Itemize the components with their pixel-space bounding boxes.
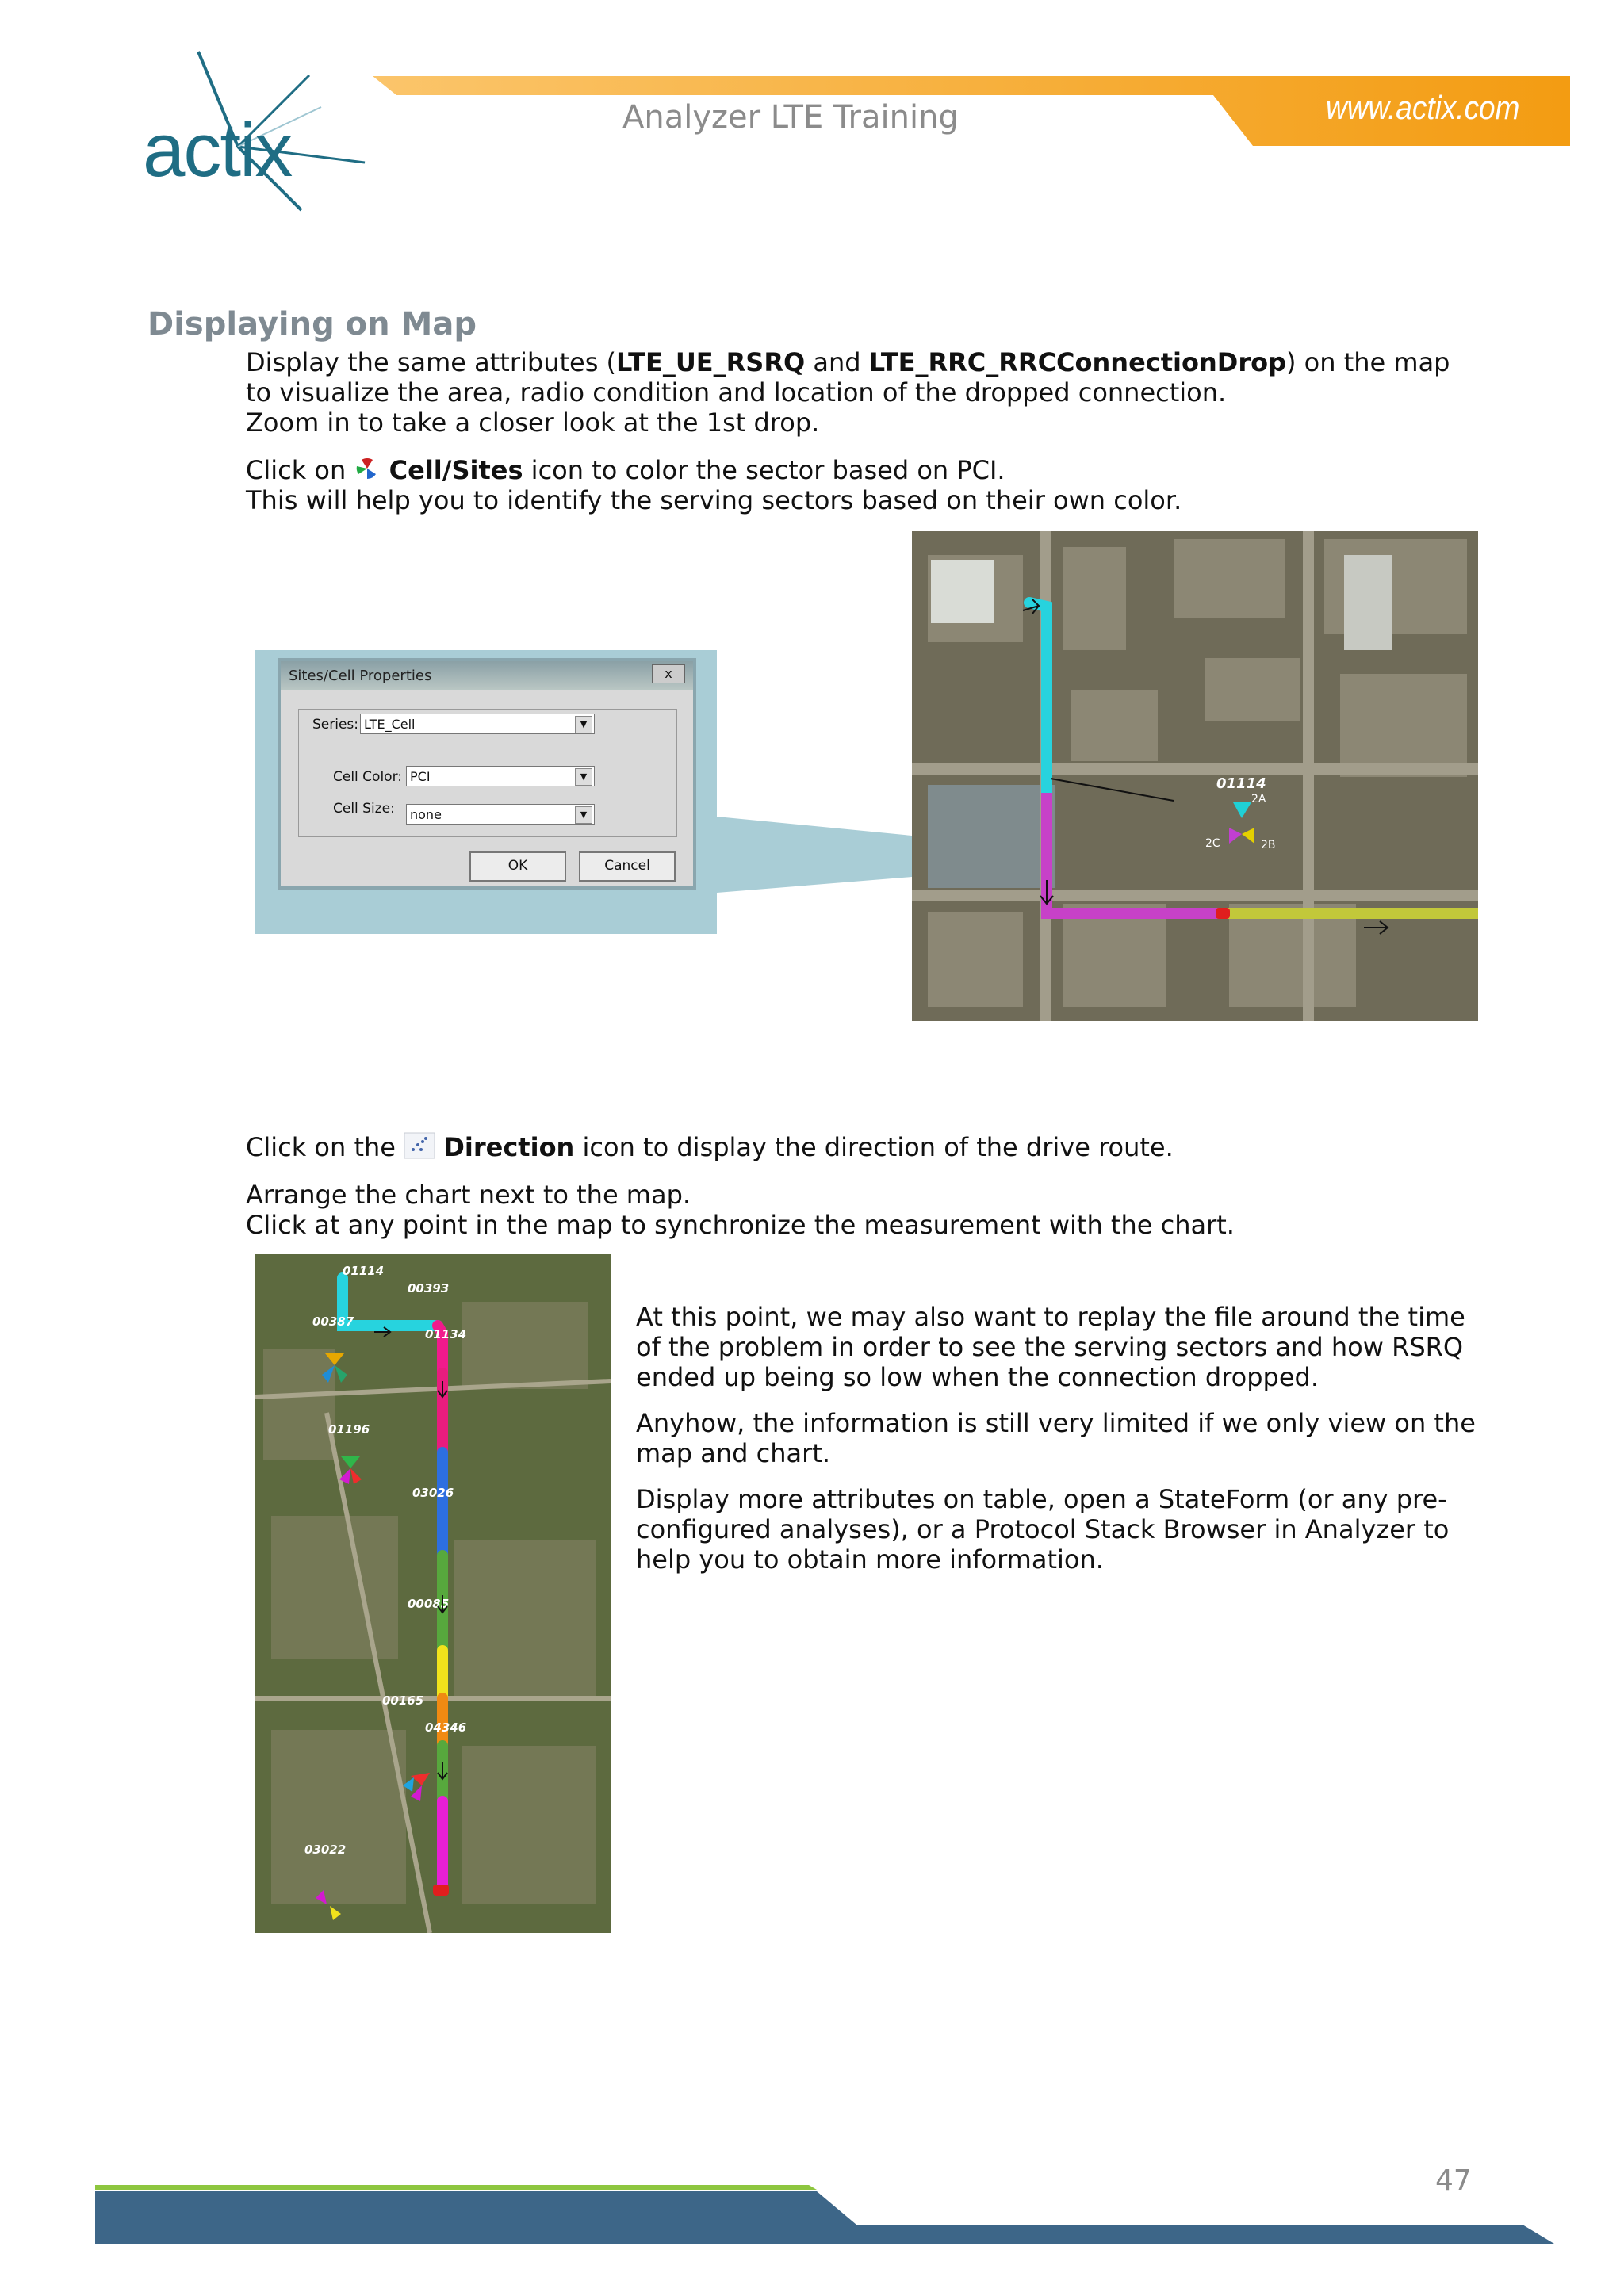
callout-connector [717, 807, 915, 897]
site-label: 00165 [382, 1693, 424, 1708]
text: icon to color the sector based on PCI. [523, 455, 1005, 485]
paragraph-cell-sites-line2: This will help you to identify the serving sectors based on their own color. [246, 485, 1182, 515]
text: Click on [246, 455, 354, 485]
text: Click on the [246, 1132, 404, 1162]
cell-size-value: none [410, 807, 442, 822]
direction-icon [404, 1132, 435, 1165]
side-paragraph-3-line3: help you to obtain more information. [636, 1544, 1104, 1575]
drop-marker-icon [433, 1885, 449, 1896]
site-label: 01114 [343, 1264, 385, 1278]
site-label: 00393 [408, 1281, 450, 1295]
footer-band [95, 2180, 1554, 2252]
text: and [805, 347, 869, 377]
sector-label: 2B [1261, 839, 1276, 851]
cell-sites-icon [354, 457, 381, 487]
paragraph-arrange-line2: Click at any point in the map to synchronize the measurement with the chart. [246, 1210, 1235, 1240]
site-label: 01134 [425, 1327, 467, 1341]
series-select[interactable] [360, 714, 595, 734]
paragraph-arrange-line1: Arrange the chart next to the map. [246, 1180, 691, 1210]
sites-cell-properties-dialog [278, 658, 696, 890]
paragraph-attributes-line2: to visualize the area, radio condition and location of the dropped connection. [246, 377, 1227, 408]
cell-size-label: Cell Size: [333, 801, 395, 817]
side-paragraph-2-line1: Anyhow, the information is still very limited if we only view on the [636, 1408, 1476, 1438]
chevron-down-icon: ▼ [575, 716, 592, 733]
map-drive-route[interactable] [255, 1254, 611, 1933]
text: icon to display the direction of the drive route. [574, 1132, 1174, 1162]
direction-label: Direction [443, 1132, 575, 1162]
site-label: 01114 [1216, 775, 1266, 792]
side-paragraph-2-line2: map and chart. [636, 1438, 830, 1468]
attribute-connection-drop: LTE_RRC_RRCConnectionDrop [868, 347, 1287, 377]
close-button[interactable]: x [652, 664, 685, 683]
site-label: 00085 [408, 1597, 450, 1611]
cell-size-select[interactable] [406, 804, 595, 825]
chevron-down-icon: ▼ [575, 768, 592, 786]
sector-label: 2A [1251, 793, 1266, 806]
map-zoomed-drop[interactable] [912, 531, 1478, 1021]
website-url[interactable]: www.actix.com [1326, 89, 1520, 126]
site-label: 04346 [425, 1720, 467, 1735]
series-value: LTE_Cell [364, 717, 416, 732]
side-paragraph-1-line1: At this point, we may also want to replay the file around the time [636, 1302, 1465, 1332]
logo-text: actix [143, 108, 292, 193]
drop-marker-icon [1216, 908, 1230, 919]
sector-label: 2C [1205, 837, 1220, 850]
paragraph-cell-sites [246, 455, 1005, 487]
site-label: 03026 [412, 1486, 454, 1500]
dialog-titlebar [281, 661, 693, 690]
page-number: 47 [1435, 2164, 1472, 2197]
text: Display the same attributes ( [246, 347, 617, 377]
attribute-rsrq: LTE_UE_RSRQ [616, 347, 806, 377]
site-label: 00387 [312, 1314, 354, 1329]
side-paragraph-3-line1: Display more attributes on table, open a StateForm (or any pre- [636, 1484, 1447, 1514]
side-paragraph-3-line2: configured analyses), or a Protocol Stack Browser in Analyzer to [636, 1514, 1450, 1544]
cell-color-label: Cell Color: [333, 769, 402, 785]
side-paragraph-1-line3: ended up being so low when the connection dropped. [636, 1362, 1320, 1392]
cancel-button[interactable]: Cancel [579, 851, 676, 882]
dialog-title: Sites/Cell Properties [289, 668, 432, 684]
site-label: 03022 [304, 1843, 347, 1857]
document-title: Analyzer LTE Training [622, 99, 959, 136]
paragraph-direction [246, 1132, 1174, 1165]
cell-color-select[interactable] [406, 766, 595, 786]
side-paragraph-1-line2: of the problem in order to see the serving sectors and how RSRQ [636, 1332, 1464, 1362]
section-heading: Displaying on Map [147, 306, 477, 342]
ok-button[interactable]: OK [469, 851, 566, 882]
cell-sites-label: Cell/Sites [389, 455, 523, 485]
cell-color-value: PCI [410, 769, 431, 784]
text: ) on the map [1286, 347, 1450, 377]
site-label: 01196 [328, 1422, 370, 1437]
series-label: Series: [312, 717, 359, 733]
paragraph-attributes-line1 [246, 347, 1450, 377]
chevron-down-icon: ▼ [575, 806, 592, 824]
paragraph-attributes-line3: Zoom in to take a closer look at the 1st drop. [246, 408, 820, 438]
